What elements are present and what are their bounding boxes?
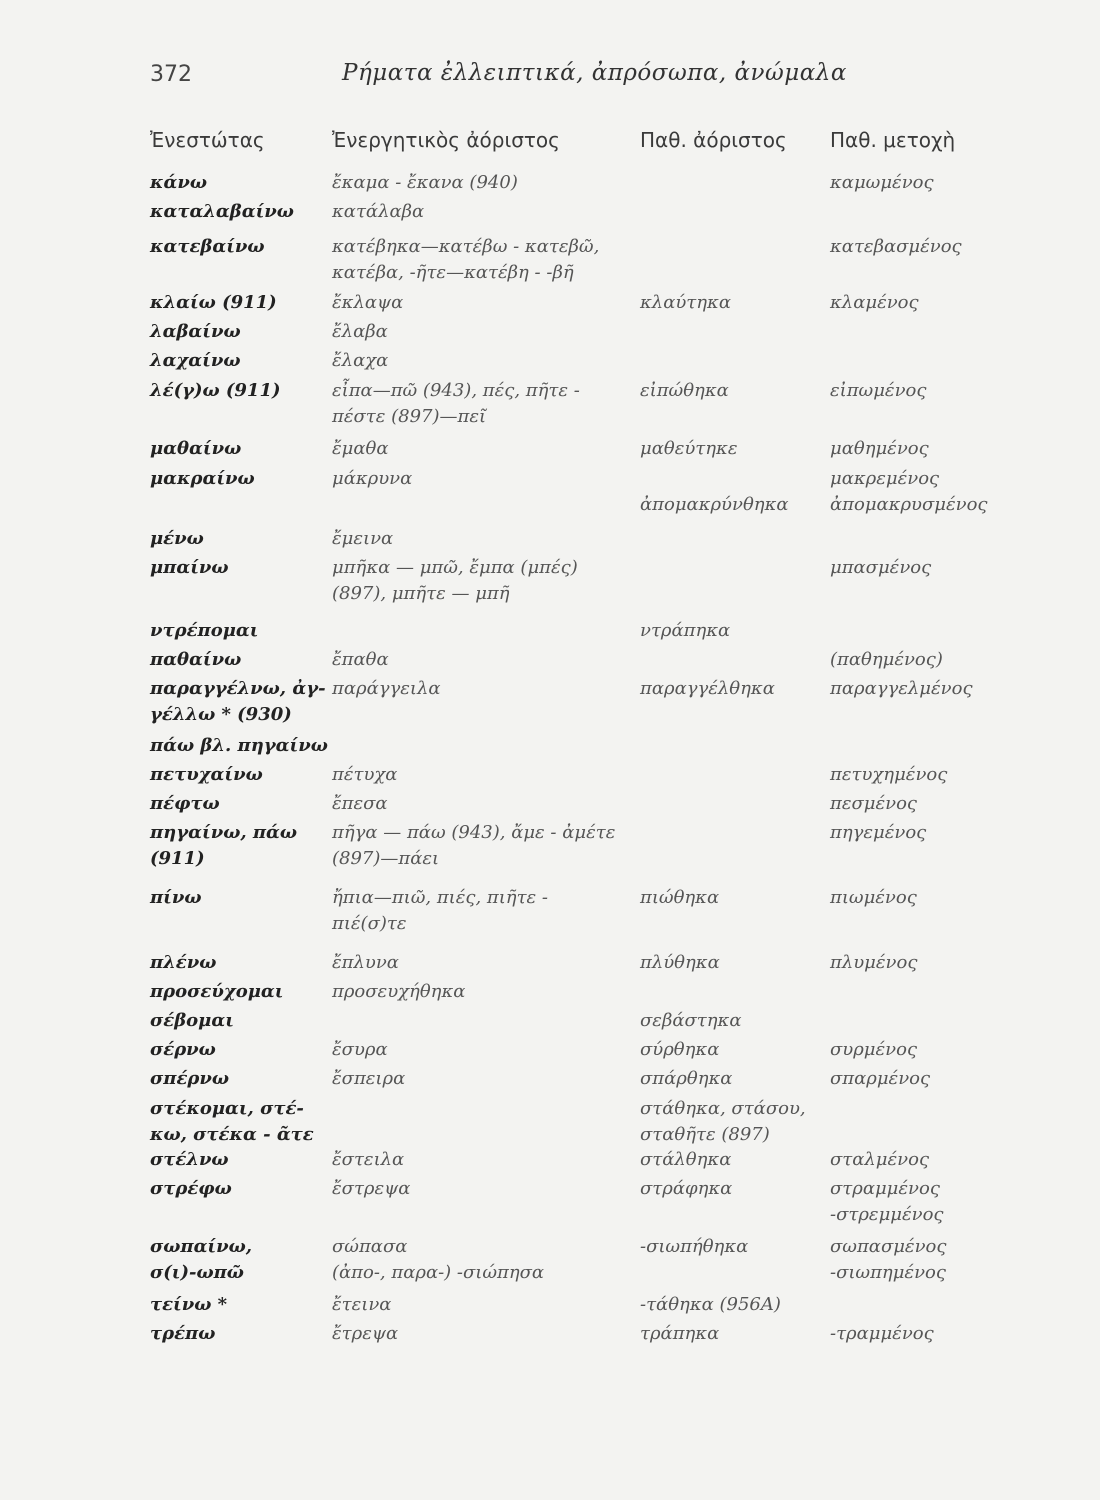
verb-present: κω, στέκα - ᾶτε xyxy=(150,1124,314,1145)
verb-present: τείνω * xyxy=(150,1294,228,1315)
passive-participle: πλυμένος xyxy=(830,952,918,973)
verb-present: πίνω xyxy=(150,887,202,908)
passive-aorist: στάθηκα, στάσου, xyxy=(640,1098,806,1119)
verb-present: πετυχαίνω xyxy=(150,764,263,785)
passive-participle: πετυχημένος xyxy=(830,764,948,785)
passive-participle: μαθημένος xyxy=(830,438,929,459)
verb-present: πάω βλ. πηγαίνω xyxy=(150,735,328,756)
verb-present: στέκομαι, στέ- xyxy=(150,1098,304,1119)
passive-participle: μπασμένος xyxy=(830,557,932,578)
active-aorist: κατέβηκα—κατέβω - κατεβῶ, xyxy=(332,236,600,257)
active-aorist: σώπασα xyxy=(332,1236,408,1257)
active-aorist: ἔμαθα xyxy=(332,438,389,459)
verb-present: πέφτω xyxy=(150,793,220,814)
verb-present: πλένω xyxy=(150,952,217,973)
passive-participle: -τραμμένος xyxy=(830,1323,934,1344)
verb-present: σ(ι)-ωπῶ xyxy=(150,1262,244,1283)
verb-present: μένω xyxy=(150,528,204,549)
active-aorist: ἔκαμα - ἔκανα (940) xyxy=(332,172,518,193)
passive-aorist: στάλθηκα xyxy=(640,1149,732,1170)
active-aorist: κατέβα, -ῆτε—κατέβη - -βῆ xyxy=(332,262,574,283)
passive-aorist: σταθῆτε (897) xyxy=(640,1124,770,1145)
active-aorist: ἔστειλα xyxy=(332,1149,405,1170)
active-aorist: ἔλαβα xyxy=(332,321,388,342)
active-aorist: μπῆκα — μπῶ, ἔμπα (μπές) xyxy=(332,557,578,578)
verb-present: μακραίνω xyxy=(150,468,255,489)
active-aorist: (897)—πάει xyxy=(332,848,440,869)
passive-participle: πιωμένος xyxy=(830,887,917,908)
active-aorist: (ἀπο-, παρα-) -σιώπησα xyxy=(332,1262,545,1283)
verb-present: σέρνω xyxy=(150,1039,216,1060)
passive-participle: σταλμένος xyxy=(830,1149,930,1170)
verb-present: σωπαίνω, xyxy=(150,1236,253,1257)
verb-present: τρέπω xyxy=(150,1323,216,1344)
passive-participle: συρμένος xyxy=(830,1039,918,1060)
verb-present: πηγαίνω, πάω xyxy=(150,822,298,843)
verb-present: λέ(γ)ω (911) xyxy=(150,380,281,401)
verb-present: παραγγέλνω, ἀγ- xyxy=(150,678,326,699)
active-aorist: ἔτρεψα xyxy=(332,1323,399,1344)
verb-present: λαχαίνω xyxy=(150,350,241,371)
active-aorist: ἤπια—πιῶ, πιές, πιῆτε - xyxy=(332,887,548,908)
verb-present: (911) xyxy=(150,848,205,869)
verb-present: σέβομαι xyxy=(150,1010,234,1031)
passive-aorist: εἰπώθηκα xyxy=(640,380,729,401)
active-aorist: ἔπεσα xyxy=(332,793,388,814)
verb-present: γέλλω * (930) xyxy=(150,704,292,725)
verb-present: κατεβαίνω xyxy=(150,236,265,257)
active-aorist: ἔλαχα xyxy=(332,350,389,371)
passive-participle: κατεβασμένος xyxy=(830,236,962,257)
passive-participle: πηγεμένος xyxy=(830,822,927,843)
passive-participle: σπαρμένος xyxy=(830,1068,931,1089)
passive-aorist: κλαύτηκα xyxy=(640,292,732,313)
passive-aorist: τράπηκα xyxy=(640,1323,720,1344)
header-present: Ἐνεστώτας xyxy=(150,128,265,152)
passive-participle: εἰπωμένος xyxy=(830,380,927,401)
verb-present: λαβαίνω xyxy=(150,321,241,342)
passive-participle: στραμμένος xyxy=(830,1178,940,1199)
verb-present: προσεύχομαι xyxy=(150,981,284,1002)
passive-aorist: σεβάστηκα xyxy=(640,1010,742,1031)
active-aorist: ἔκλαψα xyxy=(332,292,404,313)
active-aorist: ἔπλυνα xyxy=(332,952,399,973)
header-active-aorist: Ἐνεργητικὸς ἀόριστος xyxy=(332,128,560,152)
passive-participle: -στρεμμένος xyxy=(830,1204,944,1225)
verb-present: στέλνω xyxy=(150,1149,229,1170)
active-aorist: ἔτεινα xyxy=(332,1294,392,1315)
passive-aorist: -σιωπήθηκα xyxy=(640,1236,749,1257)
passive-participle: κλαμένος xyxy=(830,292,919,313)
verb-present: καταλαβαίνω xyxy=(150,201,294,222)
active-aorist: προσευχήθηκα xyxy=(332,981,466,1002)
passive-participle: μακρεμένος xyxy=(830,468,940,489)
page-number: 372 xyxy=(150,62,192,87)
active-aorist: πέτυχα xyxy=(332,764,398,785)
verb-present: σπέρνω xyxy=(150,1068,229,1089)
verb-present: μαθαίνω xyxy=(150,438,242,459)
passive-aorist: ντράπηκα xyxy=(640,620,731,641)
running-title: Ρήματα ἐλλειπτικά, ἀπρόσωπα, ἀνώμαλα xyxy=(342,60,847,86)
passive-aorist: -τάθηκα (956Α) xyxy=(640,1294,781,1315)
passive-aorist: πιώθηκα xyxy=(640,887,720,908)
active-aorist: ἔστρεψα xyxy=(332,1178,411,1199)
verb-present: στρέφω xyxy=(150,1178,232,1199)
verb-present: μπαίνω xyxy=(150,557,229,578)
passive-participle: ἀπομακρυσμένος xyxy=(830,494,988,515)
verb-present: κλαίω (911) xyxy=(150,292,277,313)
active-aorist: μάκρυνα xyxy=(332,468,413,489)
passive-participle: παραγγελμένος xyxy=(830,678,973,699)
active-aorist: (897), μπῆτε — μπῆ xyxy=(332,583,510,604)
active-aorist: πιέ(σ)τε xyxy=(332,913,407,934)
verb-present: κάνω xyxy=(150,172,207,193)
passive-aorist: μαθεύτηκε xyxy=(640,438,738,459)
passive-aorist: σύρθηκα xyxy=(640,1039,720,1060)
passive-aorist: σπάρθηκα xyxy=(640,1068,733,1089)
active-aorist: κατάλαβα xyxy=(332,201,425,222)
passive-participle: σωπασμένος xyxy=(830,1236,947,1257)
passive-aorist: ἀπομακρύνθηκα xyxy=(640,494,789,515)
active-aorist: εἶπα—πῶ (943), πές, πῆτε - xyxy=(332,380,580,401)
passive-participle: καμωμένος xyxy=(830,172,934,193)
verb-present: ντρέπομαι xyxy=(150,620,259,641)
verb-present: παθαίνω xyxy=(150,649,242,670)
header-passive-aorist: Παθ. ἀόριστος xyxy=(640,128,787,152)
passive-participle: -σιωπημένος xyxy=(830,1262,946,1283)
active-aorist: πέστε (897)—πεῖ xyxy=(332,406,487,427)
header-passive-participle: Παθ. μετοχὴ xyxy=(830,128,956,152)
active-aorist: ἔσπειρα xyxy=(332,1068,406,1089)
active-aorist: παράγγειλα xyxy=(332,678,441,699)
passive-aorist: παραγγέλθηκα xyxy=(640,678,775,699)
passive-participle: πεσμένος xyxy=(830,793,917,814)
active-aorist: ἔπαθα xyxy=(332,649,389,670)
active-aorist: ἔμεινα xyxy=(332,528,394,549)
passive-aorist: πλύθηκα xyxy=(640,952,720,973)
passive-aorist: στράφηκα xyxy=(640,1178,733,1199)
passive-participle: (παθημένος) xyxy=(830,649,943,670)
active-aorist: ἔσυρα xyxy=(332,1039,388,1060)
active-aorist: πῆγα — πάω (943), ἄμε - ἀμέτε xyxy=(332,822,616,843)
